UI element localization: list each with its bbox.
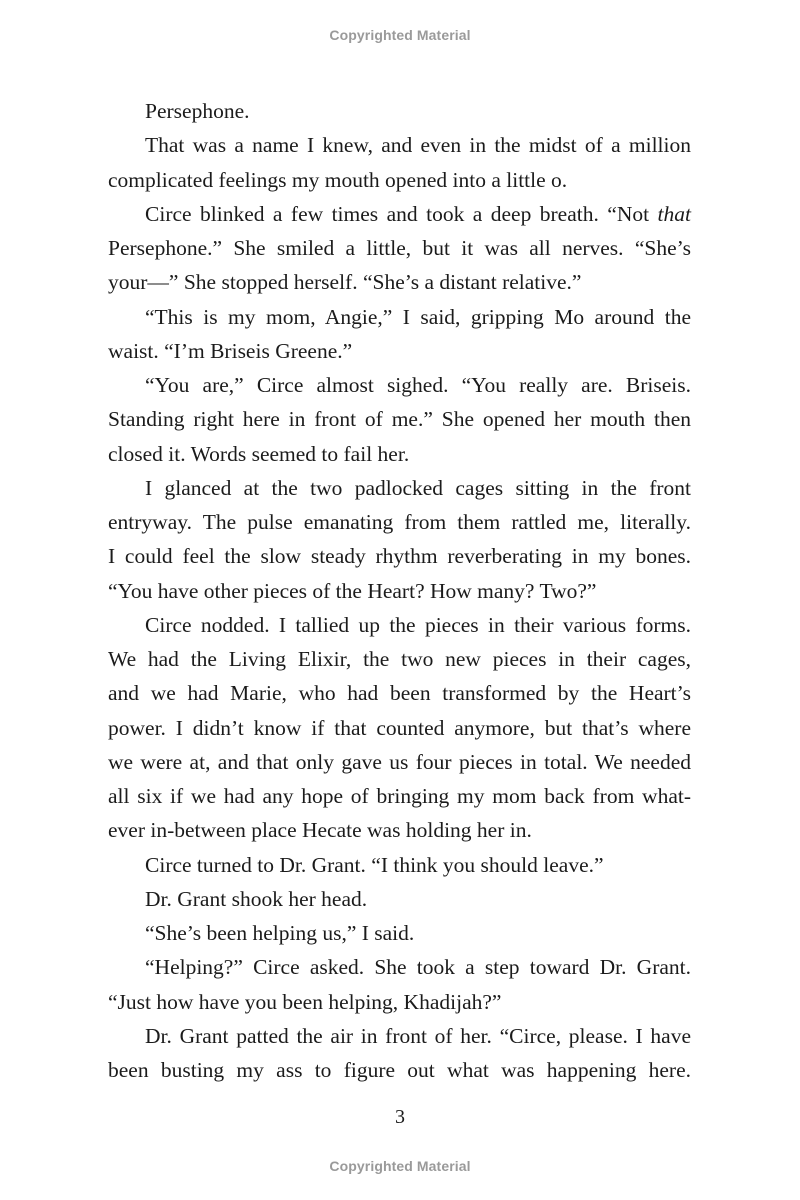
italic-emphasis: that [657,201,691,226]
text-line: all six if we had any hope of bringing my mom back from what- [108,784,691,808]
text-line: “She’s been helping us,” I said. [145,921,415,945]
text-line: That was a name I knew, and even in the midst of a million [145,133,691,158]
text-line: “Helping?” Circe asked. She took a step toward Dr. Grant. [145,955,691,980]
text-line: power. I didn’t know if that counted anymore, but that’s where [108,715,691,740]
text-line: Standing right here in front of me.” She opened her mouth then [108,407,691,432]
text-line: “You have other pieces of the Heart? How many? Two?” [108,578,597,603]
text-line: We had the Living Elixir, the two new pieces in their cages, [108,647,691,671]
text-line: Dr. Grant patted the air in front of her. “Circe, please. I have [145,1023,691,1048]
text-line: Dr. Grant shook her head. [145,886,368,911]
copyright-watermark-top: Copyrighted Material [329,27,471,43]
text-line: been busting my ass to figure out what was happening here. [108,1058,691,1082]
page-number: 3 [395,1106,405,1128]
text-line: waist. “I’m Briseis Greene.” [108,338,353,363]
text-line: closed it. Words seemed to fail her. [108,441,410,466]
body-text [108,94,691,1087]
copyright-watermark-bottom: Copyrighted Material [329,1158,471,1174]
text-line: we were at, and that only gave us four pieces in total. We needed [108,749,691,774]
text-line: “Just how have you been helping, Khadijah?” [108,989,502,1014]
text-line: “This is my mom, Angie,” I said, gripping Mo around the [145,304,691,329]
text-line: Persephone.” She smiled a little, but it was all nerves. “She’s [108,236,691,260]
text-line: “You are,” Circe almost sighed. “You really are. Briseis. [145,373,691,397]
text-line: entryway. The pulse emanating from them rattled me, literally. [108,510,691,534]
text-line: Circe turned to Dr. Grant. “I think you should leave.” [145,852,604,877]
text-line: Persephone. [145,99,250,123]
text-line: I glanced at the two padlocked cages sitting in the front [145,475,691,500]
text-line: and we had Marie, who had been transformed by the Heart’s [108,681,691,706]
text-line: your—” She stopped herself. “She’s a distant relative.” [108,270,582,295]
text-line: Circe nodded. I tallied up the pieces in their various forms. [145,612,691,637]
text-line: I could feel the slow steady rhythm reverberating in my bones. [108,544,691,569]
text-line: ever in-between place Hecate was holding her in. [108,818,532,843]
text-line: complicated feelings my mouth opened into a little o. [108,167,568,192]
text-line: Circe blinked a few times and took a deep breath. “Not that [145,201,691,226]
